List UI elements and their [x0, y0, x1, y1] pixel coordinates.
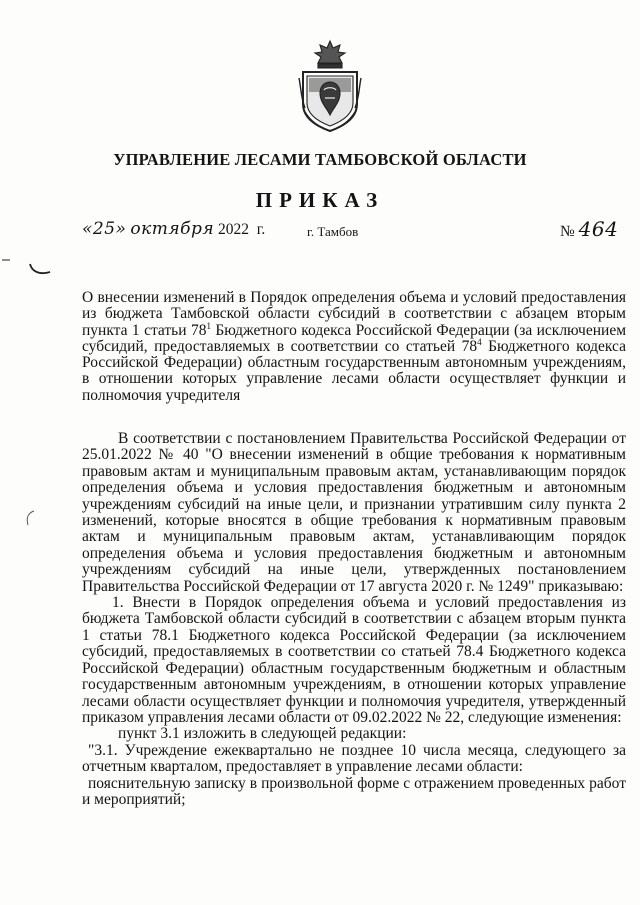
quote-paragraph: "3.1. Учреждение ежеквартально не позднее 10 числа месяца, следующего за отчетным кварталом, предоставляет в управление лесами области: — [82, 741, 626, 776]
coat-of-arms-emblem — [297, 38, 363, 134]
punch-hole-mark — [23, 510, 37, 526]
document-type-title: ПРИКАЗ — [255, 188, 385, 212]
date-year: 2022 — [217, 221, 249, 238]
title-part-2: Бюджетного кодекса Российской Федерации (за исключением субсидий, предоставляемых в соответствии со статьей 78 — [82, 321, 627, 355]
order-number — [560, 217, 618, 241]
note-paragraph: пояснительную записку в произвольной форме с отражением проведенных работ и мероприятий; — [82, 774, 626, 808]
punch-hole-mark — [28, 262, 52, 276]
date-month: октября — [130, 219, 215, 239]
item-1-paragraph: 1. Внести в Порядок определения объема и условий предоставления из бюджета Тамбовской области субсидий в соответствии с абзацем вторым пункта 1 статьи 78.1 Бюджетного кодекса Российской Федерации (за исключением субсидий, предоставляемых в соответствии со статьей 78.4 Бюджетного кодекса Российской Федерации) областным государственным бюджетным и областным государственным автономным учреждениям, в отношении которых управление лесами области осуществляет функции и полномочия учредителя, утвержденный приказом управления лесами области от 09.02.2022 № 22, следующие изменения: — [82, 594, 626, 726]
order-date — [82, 219, 265, 239]
point-paragraph: пункт 3.1 изложить в следующей редакции: — [118, 725, 407, 743]
title-superscript-2: 4 — [477, 336, 482, 347]
order-title — [82, 290, 626, 404]
scan-speck — [2, 258, 12, 262]
date-close-quote: » — [115, 219, 127, 239]
date-day: 25 — [92, 219, 116, 239]
order-body — [82, 431, 626, 808]
preamble-paragraph: В соответствии с постановлением Правительства Российской Федерации от 25.01.2022 № 40 "О внесении изменений в общие требования к нормативным правовым актам и муниципальным правовым актам, устанавливающим порядок определения объема и условия предоставления бюджетным и автономным учреждениям субсидий на иные цели, и признании утратившим силу пункта 2 изменений, которые вносятся в общие требования к нормативным правовым актам и муниципальным правовым актам, устанавливающим порядок определения объема и условия предоставления бюджетным и автономным учреждениям субсидий на иные цели, утвержденных постановлением Правительства Российской Федерации от 17 августа 2020 г. № 1249" приказываю: — [82, 430, 626, 595]
date-open-quote: « — [82, 219, 93, 239]
title-part-3: Бюджетного кодекса Российской Федерации) областным государственным автономным учреждениям, в отношении которых управление лесами области осуществляет функции и полномочия учредителя — [82, 337, 626, 404]
title-part-1: О внесении изменений в Порядок определения объема и условий предоставления из бюджета Тамбовской области субсидий в соответствии с абзацем вторым пункта 1 статьи 78 — [82, 289, 626, 339]
number-value: 464 — [578, 217, 619, 241]
number-sign: № — [560, 223, 575, 240]
organization-name: УПРАВЛЕНИЕ ЛЕСАМИ ТАМБОВСКОЙ ОБЛАСТИ — [113, 150, 527, 169]
issue-city: г. Тамбов — [307, 224, 359, 239]
date-year-suffix: г. — [256, 221, 266, 238]
title-superscript-1: 1 — [206, 320, 211, 331]
